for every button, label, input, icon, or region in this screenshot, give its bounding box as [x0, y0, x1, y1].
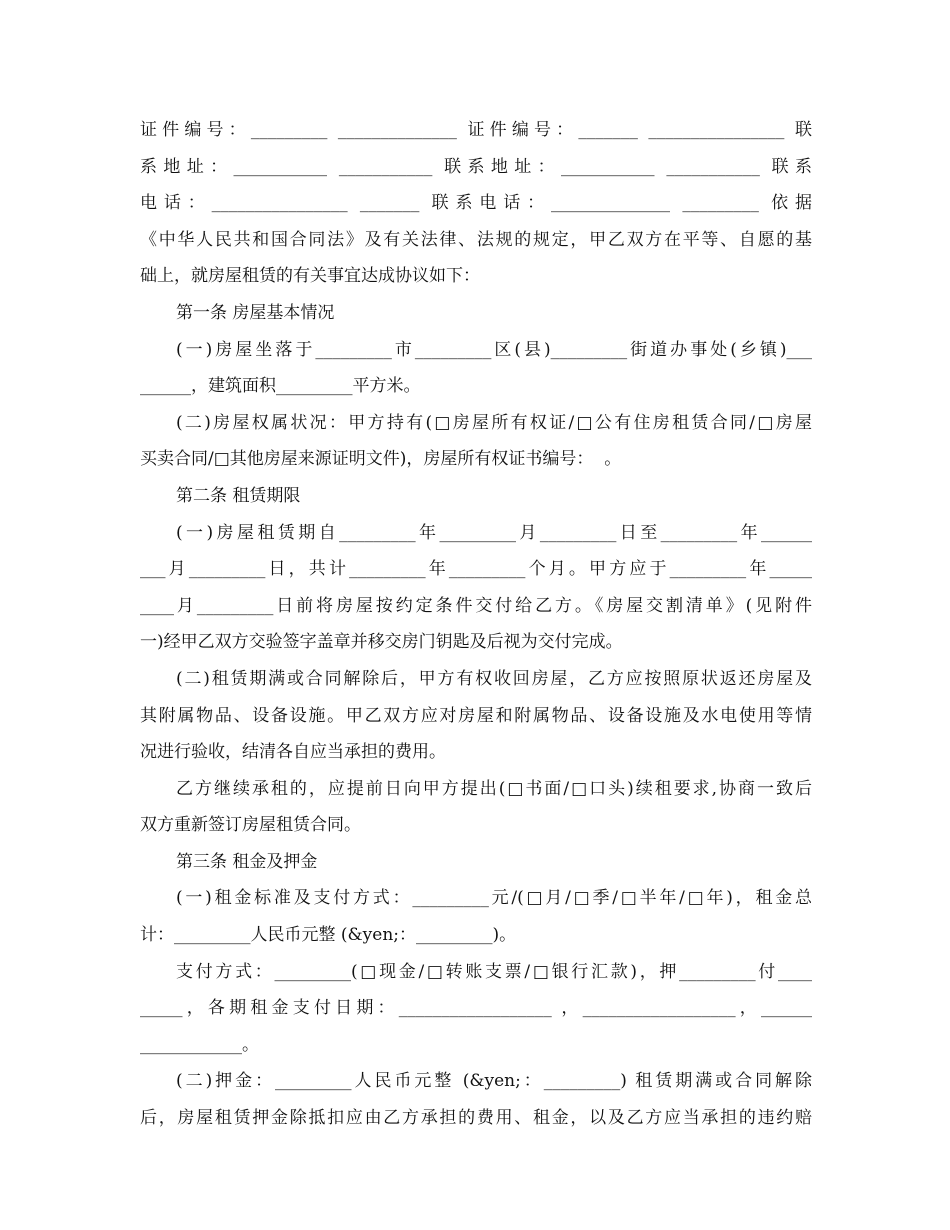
text-line: _____，各期租金支付日期：__________________ ，__________________，______: [140, 998, 812, 1019]
text-line: (二)租赁期满或合同解除后，甲方有权收回房屋，乙方应按照原状返还房屋及: [176, 668, 812, 689]
text-line: 况进行验收，结清各自应当承担的费用。: [140, 742, 446, 763]
text-line: ___月_________日，共计_________年_________个月。甲方应于_________年_____: [140, 559, 812, 580]
text-line: (一)房屋租赁期自_________年_________月_________日至_________年______: [176, 522, 812, 543]
text-line: 电话：________________ _______ 联系电话：______________ _________ 依据: [140, 193, 812, 214]
text-line: 买卖合同/□其他房屋来源证明文件)，房屋所有权证书编号： 。: [140, 449, 622, 470]
section-heading: 第三条 租金及押金: [176, 851, 318, 872]
text-line: ____________。: [140, 1034, 259, 1055]
text-line: 计：_________人民币元整 (&yen;：_________)。: [140, 925, 517, 946]
contract-page: [140, 112, 812, 1137]
text-line: (一)房屋坐落于_________市_________区(县)_________街道办事处(乡镇)___: [176, 339, 812, 360]
text-line: 础上，就房屋租赁的有关事宜达成协议如下：: [140, 266, 480, 287]
text-line: 《中华人民共和国合同法》及有关法律、法规的规定，甲乙双方在平等、自愿的基: [140, 229, 812, 250]
section-heading: 第二条 租赁期限: [176, 485, 301, 506]
text-line: (一)租金标准及支付方式：_________元/(□月/□季/□半年/□年)，租金总: [176, 888, 812, 909]
text-line: 双方重新签订房屋租赁合同。: [140, 815, 361, 836]
text-line: 后，房屋租赁押金除抵扣应由乙方承担的费用、租金，以及乙方应当承担的违约赔: [140, 1108, 812, 1129]
text-line: 一)经甲乙双方交验签字盖章并移交房门钥匙及后视为交付完成。: [140, 632, 623, 653]
text-line: (二)房屋权属状况：甲方持有(□房屋所有权证/□公有住房租赁合同/□房屋: [176, 412, 812, 433]
text-line: (二)押金：_________人民币元整 (&yen;：_________) 租赁期满或合同解除: [176, 1071, 812, 1092]
section-heading: 第一条 房屋基本情况: [176, 302, 335, 323]
text-line: 系地址：___________ ___________ 联系地址：___________ ___________ 联系: [140, 156, 812, 177]
text-line: ______，建筑面积_________平方米。: [140, 376, 421, 397]
text-line: 乙方继续承租的，应提前日向甲方提出(□书面/□口头)续租要求,协商一致后: [176, 778, 812, 799]
text-line: 证件编号：_________ ______________ 证件编号：_______ ________________ 联: [140, 120, 812, 140]
text-line: ____月_________日前将房屋按约定条件交付给乙方。《房屋交割清单》(见附件: [140, 595, 812, 616]
text-line: 其附属物品、设备设施。甲乙双方应对房屋和附属物品、设备设施及水电使用等情: [140, 705, 812, 726]
text-line: 支付方式：_________(□现金/□转账支票/□银行汇款)，押_________付____: [176, 961, 812, 982]
